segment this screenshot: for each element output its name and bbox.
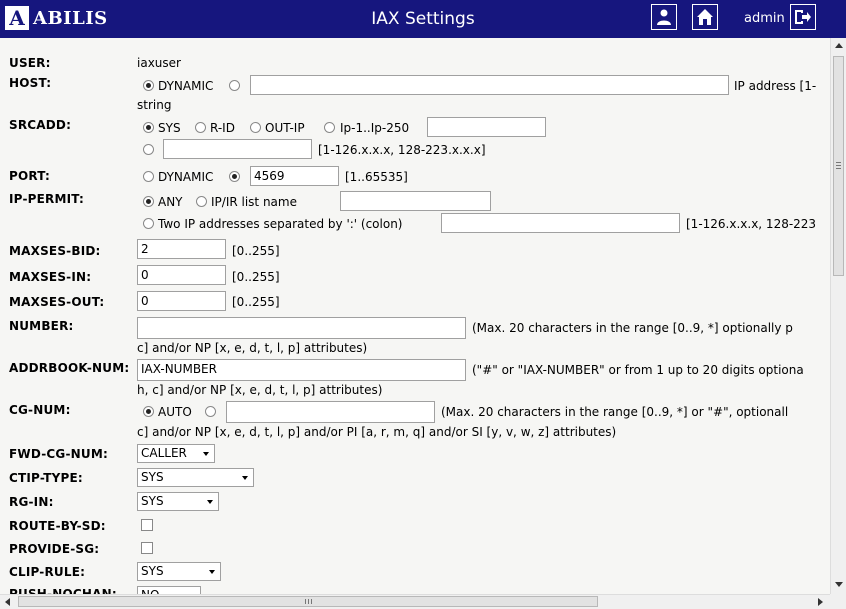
clip-rule-select[interactable]: SYS	[137, 562, 221, 581]
srcadd-sys-label: SYS	[158, 121, 181, 135]
maxses-out-input[interactable]: 0	[137, 291, 226, 311]
route-by-sd-checkbox[interactable]	[141, 519, 153, 531]
vertical-scrollbar[interactable]	[830, 38, 846, 594]
cg-num-hint: (Max. 20 characters in the range [0..9, *] or "#", optionall	[441, 405, 789, 419]
port-dynamic-label: DYNAMIC	[158, 170, 214, 184]
label-number: NUMBER:	[9, 319, 74, 333]
label-host: HOST:	[9, 76, 52, 90]
label-maxses-out: MAXSES-OUT:	[9, 295, 105, 309]
cg-num-input[interactable]	[226, 401, 435, 423]
provide-sg-checkbox[interactable]	[141, 542, 153, 554]
host-custom-radio[interactable]	[229, 80, 240, 91]
label-maxses-in: MAXSES-IN:	[9, 270, 92, 284]
maxses-in-input[interactable]: 0	[137, 265, 226, 285]
cg-num-auto-radio[interactable]	[143, 406, 154, 417]
label-user: USER:	[9, 56, 51, 70]
addrbook-num-hint: ("#" or "IAX-NUMBER" or from 1 up to 20 digits optiona	[472, 363, 804, 377]
number-hint: (Max. 20 characters in the range [0..9, *] optionally p	[472, 321, 793, 335]
label-fwd-cg-num: FWD-CG-NUM:	[9, 447, 108, 461]
maxses-bid-hint: [0..255]	[232, 244, 280, 258]
host-input[interactable]	[250, 75, 729, 95]
host-dynamic-radio[interactable]	[143, 80, 154, 91]
srcadd-sys-radio[interactable]	[143, 122, 154, 133]
maxses-bid-input[interactable]: 2	[137, 239, 226, 259]
port-hint: [1..65535]	[345, 170, 408, 184]
ctip-type-select[interactable]: SYS	[137, 468, 254, 487]
page-title: IAX Settings	[371, 9, 475, 29]
vertical-scroll-thumb[interactable]	[833, 56, 844, 276]
scroll-left-arrow-icon[interactable]	[5, 598, 10, 606]
fwd-cg-num-select[interactable]: CALLER	[137, 444, 215, 463]
user-button[interactable]	[651, 4, 677, 30]
ip-permit-two-label: Two IP addresses separated by ':' (colon)	[158, 217, 403, 231]
label-port: PORT:	[9, 169, 51, 183]
ip-permit-two-input[interactable]	[441, 213, 680, 233]
scroll-down-arrow-icon[interactable]	[835, 582, 843, 587]
ip-permit-any-label: ANY	[158, 195, 183, 209]
label-ip-permit: IP-PERMIT:	[9, 192, 84, 206]
user-value: iaxuser	[137, 56, 181, 70]
current-user: admin	[744, 11, 785, 26]
maxses-in-hint: [0..255]	[232, 270, 280, 284]
srcadd-ip-input[interactable]	[427, 117, 546, 137]
horizontal-scroll-thumb[interactable]	[18, 596, 598, 607]
label-route-by-sd: ROUTE-BY-SD:	[9, 519, 106, 533]
rg-in-select[interactable]: SYS	[137, 492, 219, 511]
host-hint: IP address [1-	[734, 79, 817, 93]
logo-letter: A	[5, 6, 29, 30]
maxses-out-hint: [0..255]	[232, 295, 280, 309]
srcadd-ip-label: Ip-1..Ip-250	[340, 121, 410, 135]
srcadd-rid-label: R-ID	[210, 121, 235, 135]
user-icon	[655, 8, 673, 26]
ip-permit-two-radio[interactable]	[143, 218, 154, 229]
logout-icon	[794, 8, 812, 26]
ip-permit-hint: [1-126.x.x.x, 128-223	[686, 217, 817, 231]
srcadd-rid-radio[interactable]	[195, 122, 206, 133]
cg-num-custom-radio[interactable]	[205, 406, 216, 417]
settings-form	[0, 38, 830, 594]
scroll-up-arrow-icon[interactable]	[835, 43, 843, 48]
logout-button[interactable]	[790, 4, 816, 30]
home-icon	[696, 8, 714, 26]
label-clip-rule: CLIP-RULE:	[9, 565, 86, 579]
label-ctip-type: CTIP-TYPE:	[9, 471, 83, 485]
srcadd-custom-input[interactable]	[163, 139, 312, 159]
srcadd-outip-radio[interactable]	[250, 122, 261, 133]
label-maxses-bid: MAXSES-BID:	[9, 244, 101, 258]
cg-num-hint-cont: c] and/or NP [x, e, d, t, l, p] and/or PI [a, r, m, q] and/or SI [y, v, w, z] attributes)	[137, 425, 617, 439]
srcadd-ip-radio[interactable]	[324, 122, 335, 133]
ip-permit-list-radio[interactable]	[196, 196, 207, 207]
host-dynamic-label: DYNAMIC	[158, 79, 214, 93]
label-cg-num: CG-NUM:	[9, 403, 71, 417]
horizontal-scrollbar[interactable]	[0, 594, 830, 609]
number-hint-cont: c] and/or NP [x, e, d, t, l, p] attributes)	[137, 341, 368, 355]
label-srcadd: SRCADD:	[9, 118, 72, 132]
port-custom-radio[interactable]	[229, 171, 240, 182]
label-addrbook-num: ADDRBOOK-NUM:	[9, 361, 130, 375]
ip-permit-any-radio[interactable]	[143, 196, 154, 207]
addrbook-num-input[interactable]: IAX-NUMBER	[137, 359, 466, 381]
srcadd-custom-radio[interactable]	[143, 144, 154, 155]
scroll-right-arrow-icon[interactable]	[818, 598, 823, 606]
srcadd-outip-label: OUT-IP	[265, 121, 305, 135]
addrbook-num-hint-cont: h, c] and/or NP [x, e, d, t, l, p] attributes)	[137, 383, 383, 397]
home-button[interactable]	[692, 4, 718, 30]
logo-text: ABILIS	[33, 7, 108, 29]
ip-permit-list-input[interactable]	[340, 191, 491, 211]
scrollbar-corner	[830, 594, 846, 609]
label-provide-sg: PROVIDE-SG:	[9, 542, 100, 556]
number-input[interactable]	[137, 317, 466, 339]
ip-permit-list-label: IP/IR list name	[211, 195, 297, 209]
cg-num-auto-label: AUTO	[158, 405, 192, 419]
host-hint-cont: string	[137, 98, 172, 112]
port-input[interactable]: 4569	[250, 166, 339, 186]
label-rg-in: RG-IN:	[9, 495, 54, 509]
srcadd-hint: [1-126.x.x.x, 128-223.x.x.x]	[318, 143, 486, 157]
header-bar	[0, 0, 846, 38]
port-dynamic-radio[interactable]	[143, 171, 154, 182]
